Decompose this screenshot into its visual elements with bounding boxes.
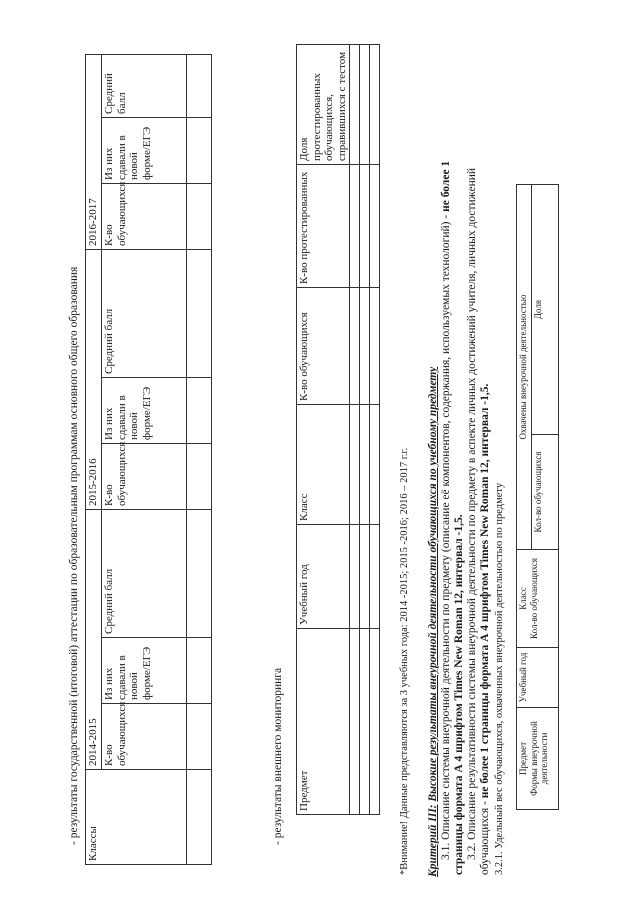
forms-header: Формы внеурочной деятельности <box>528 721 549 796</box>
table-row <box>187 54 212 864</box>
count-header: К-во обучающихся <box>297 288 350 405</box>
class-header <box>517 550 559 648</box>
count-header: К-во обучающихся <box>102 183 187 249</box>
criterion-heading <box>427 367 440 877</box>
covered-header: Охвачены внеурочной деятельностью <box>517 184 532 549</box>
paragraph-3-2: 3.2. Описание результативности системы внеурочной деятельности по предмету в аспекте личных достижений учителя, личных достижений <box>466 167 478 860</box>
subject-forms-header <box>517 708 559 810</box>
year-header-3: 2016-2017 <box>86 54 102 249</box>
count-header: К-во обучающихся <box>102 443 187 509</box>
classes-header: Классы <box>86 770 187 865</box>
paragraph-3-1-text: 3.1. Описание системы внеурочной деятельности по предмету (описание её компонентов, содержания, используемых технологий) - <box>440 214 452 860</box>
ege-header: Из них сдавали в новой форме/ЕГЭ <box>102 377 187 443</box>
count-header: Кол-во обучающихся <box>532 435 559 550</box>
ege-header: Из них сдавали в новой форме/ЕГЭ <box>102 638 187 704</box>
criterion-label: Критерий III: <box>427 804 439 877</box>
table-row <box>350 45 360 815</box>
heading-gia-results: - результаты государственной (итоговой) аттестации по образовательным программам основного общего образования <box>68 266 80 845</box>
table-row <box>370 45 380 815</box>
year-header: Учебный год <box>297 525 350 629</box>
heading-external-monitoring: - результаты внешнего мониторинга <box>272 667 284 845</box>
class-header: Класс <box>297 405 350 525</box>
share-header: Доля протестированных обучающихся, справившихся с тестом <box>297 45 350 165</box>
avg-header: Средний балл <box>102 249 187 377</box>
subject-header: Предмет <box>297 629 350 815</box>
ege-header: Из них сдавали в новой форме/ЕГЭ <box>102 117 187 183</box>
avg-header: Средний балл <box>102 54 187 117</box>
paragraph-3-2-cont <box>479 384 492 875</box>
avg-header: Средний балл <box>102 509 187 637</box>
paragraph-3-1 <box>440 161 453 860</box>
paragraph-3-2-text: обучающихся - <box>479 801 491 875</box>
table-row <box>360 45 370 815</box>
year-header-2: 2015-2016 <box>86 249 102 509</box>
paragraph-3-1-limit: не более 1 <box>440 160 452 212</box>
subject-header: Предмет <box>518 741 528 776</box>
paragraph-3-1-format: страницы формата А 4 шрифтом Times New Roman 12, интервал -1,5. <box>453 514 465 875</box>
paragraph-3-2-limit: не более 1 страницы формата А 4 шрифтом Times New Roman 12, интервал -1,5. <box>479 383 491 799</box>
share-header: Доля <box>532 184 559 434</box>
paragraph-3-2-1: 3.2.1. Удельный вес обучающихся, охваченных внеурочной деятельностью по предмету <box>494 482 505 875</box>
extracurricular-coverage-table <box>516 184 559 810</box>
gia-results-table <box>85 54 212 865</box>
tested-header: К-во протестированных <box>297 165 350 288</box>
class-label: Класс <box>518 587 528 610</box>
count-header: К-во обучающихся <box>102 704 187 770</box>
year-header: Учебный год <box>517 648 559 708</box>
years-note: *Внимание! Данные представляются за 3 учебных года: 2014 -2015; 2015 -2016; 2016 – 2017 г.г. <box>399 447 410 875</box>
criterion-title: Высокие результаты внеурочной деятельности обучающихся по учебному предмету <box>427 366 439 802</box>
year-header-1: 2014-2015 <box>86 509 102 769</box>
class-count-label: Кол-во обучающихся <box>528 558 539 639</box>
monitoring-table <box>296 44 380 815</box>
